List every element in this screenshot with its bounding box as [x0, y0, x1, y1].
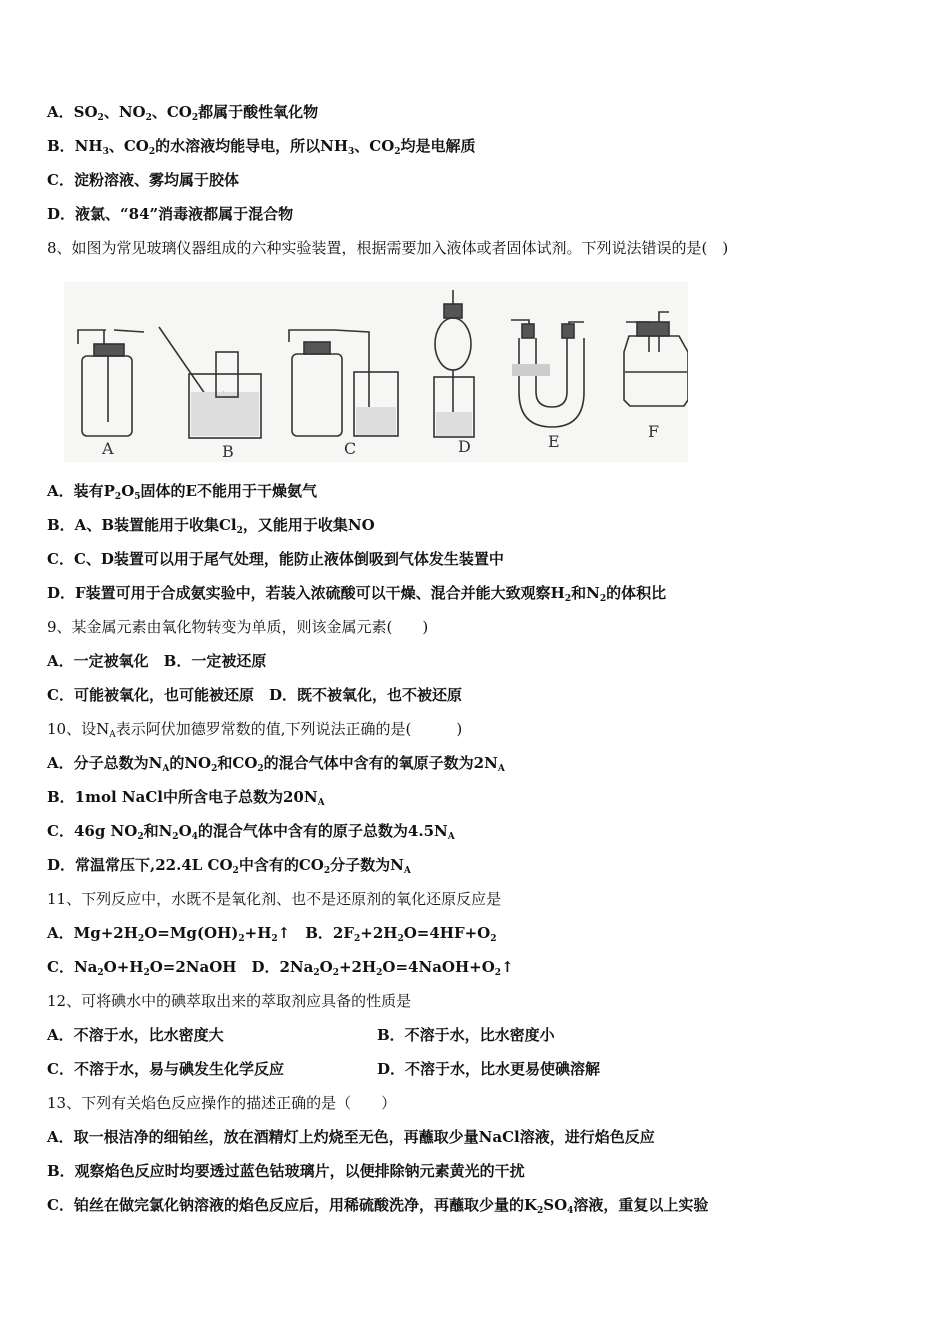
subscript: 2 [137, 832, 144, 842]
q13-option-c: C．铂丝在做完氯化钠溶液的焰色反应后，用稀硫酸洗净，再蘸取少量的$K_2SO_4$溶液，重复以上实验 [47, 1196, 709, 1216]
q12-stem: 12、可将碘水中的碘萃取出来的萃取剂应具备的性质是 [47, 992, 412, 1010]
subscript: A [162, 764, 170, 774]
subscript: 3 [102, 147, 109, 157]
subscript: 3 [348, 147, 355, 157]
subscript: 2 [323, 866, 331, 876]
q11-stem: 11、下列反应中，水既不是氧化剂、也不是还原剂的氧化还原反应是 [47, 890, 502, 908]
subscript: 2 [490, 934, 497, 944]
apparatus-c [289, 330, 398, 436]
figure-label-b: B [222, 442, 234, 461]
q10-option-a: A．分子总数为$N_A$的$NO_2$和$CO_2$的混合气体中含有的氧原子数为$2N_A$ [47, 754, 505, 774]
apparatus-f [624, 312, 688, 406]
q10-option-b: B．1mol NaCl中所含电子总数为$20N_A$ [47, 788, 325, 808]
subscript: 2 [97, 968, 104, 978]
subscript: A [317, 798, 325, 808]
apparatus-drawing [64, 282, 688, 462]
subscript: A [497, 764, 505, 774]
subscript: 2 [236, 526, 243, 536]
q9-stem: 9、某金属元素由氧化物转变为单质，则该金属元素( ) [47, 618, 429, 636]
subscript: 2 [599, 594, 607, 604]
q8-option-b: B．A、B装置能用于收集$Cl_2$，又能用于收集NO [47, 516, 375, 536]
subscript: 2 [332, 968, 339, 978]
q13-option-a: A．取一根洁净的细铂丝，放在酒精灯上灼烧至无色，再蘸取少量NaCl溶液，进行焰色反应 [47, 1128, 655, 1146]
apparatus-a [78, 330, 144, 436]
subscript: A [109, 730, 116, 740]
subscript: 2 [536, 1206, 544, 1216]
figure-label-e: E [548, 432, 560, 451]
q10-option-d: D．常温常压下,22.4L $CO_2$中含有的$CO_2$分子数为$N_A$ [47, 856, 411, 876]
q12-option-c: C．不溶于水，易与碘发生化学反应 [47, 1060, 284, 1078]
subscript: 2 [143, 968, 150, 978]
q8-option-a: A．装有$P_2O_5$固体的E不能用于干燥氨气 [47, 482, 317, 502]
subscript: 2 [114, 492, 122, 502]
figure-label-c: C [344, 439, 357, 458]
q10-option-c: C．46g $NO_2$和$N_2O_4$的混合气体中含有的原子总数为$4.5N_A$ [47, 822, 455, 842]
subscript: 2 [564, 594, 572, 604]
subscript: 2 [137, 934, 145, 944]
q8-option-d: D．F装置可用于合成氨实验中，若装入浓硫酸可以干燥、混合并能大致观察$H_2$和$N_2$的体积比 [47, 584, 667, 604]
subscript: A [403, 866, 411, 876]
q7-option-b: B．$NH_3$、$CO_2$的水溶液均能导电，所以$NH_3$、$CO_2$均是电解质 [47, 137, 476, 157]
q11-options-cd: C．$Na_2O+H_2O=2NaOH$ D．$2Na_2O_2+2H_2O=4NaOH+O_2↑$ [47, 958, 514, 978]
subscript: 2 [257, 764, 264, 774]
subscript: 2 [494, 968, 502, 978]
apparatus-b [159, 327, 261, 438]
subscript: 2 [232, 866, 239, 876]
subscript: 5 [134, 492, 141, 502]
subscript: 2 [148, 147, 156, 157]
subscript: 2 [271, 934, 278, 944]
q9-options-ab: A．一定被氧化 B．一定被还原 [47, 652, 267, 670]
q7-option-a: A．$SO_2$、$NO_2$、$CO_2$都属于酸性氧化物 [47, 103, 319, 123]
subscript: 2 [172, 832, 179, 842]
apparatus-d [434, 290, 474, 437]
subscript: 2 [353, 934, 361, 944]
subscript: 2 [211, 764, 218, 774]
subscript: 2 [97, 113, 104, 123]
q9-options-cd: C．可能被氧化，也可能被还原 D．既不被氧化，也不被还原 [47, 686, 462, 704]
q13-stem: 13、下列有关焰色反应操作的描述正确的是（ ） [47, 1094, 397, 1112]
q10-stem: 10、设$N_A$表示阿伏加德罗常数的值,下列说法正确的是( ) [47, 720, 463, 740]
q8-option-c: C．C、D装置可以用于尾气处理，能防止液体倒吸到气体发生装置中 [47, 550, 504, 568]
q12-option-d: D．不溶于水，比水更易使碘溶解 [377, 1060, 601, 1078]
subscript: 2 [397, 934, 404, 944]
q12-option-a: A．不溶于水，比水密度大 [47, 1026, 224, 1044]
subscript: 2 [145, 113, 152, 123]
subscript: 4 [191, 832, 198, 842]
apparatus-figure [64, 282, 688, 462]
figure-label-a: A [102, 439, 114, 458]
figure-label-f: F [648, 422, 660, 441]
q13-option-b: B．观察焰色反应时均要透过蓝色钴玻璃片，以便排除钠元素黄光的干扰 [47, 1162, 525, 1180]
subscript: A [447, 832, 455, 842]
subscript: 2 [313, 968, 320, 978]
q7-option-d: D．液氯、“84”消毒液都属于混合物 [47, 205, 294, 223]
subscript: 2 [394, 147, 401, 157]
subscript: 2 [376, 968, 383, 978]
q8-stem: 8、如图为常见玻璃仪器组成的六种实验装置，根据需要加入液体或者固体试剂。下列说法错误的是( ) [47, 239, 729, 257]
figure-label-d: D [458, 437, 471, 456]
subscript: 2 [191, 113, 199, 123]
q12-option-b: B．不溶于水，比水密度小 [377, 1026, 555, 1044]
subscript: 2 [238, 934, 245, 944]
q11-options-ab: A．$Mg+2H_2O=Mg(OH)_2+H_2↑$ B．$2F_2+2H_2O=4HF+O_2$ [47, 924, 497, 944]
subscript: 4 [567, 1206, 574, 1216]
q7-option-c: C．淀粉溶液、雾均属于胶体 [47, 171, 239, 189]
apparatus-e [511, 320, 584, 427]
